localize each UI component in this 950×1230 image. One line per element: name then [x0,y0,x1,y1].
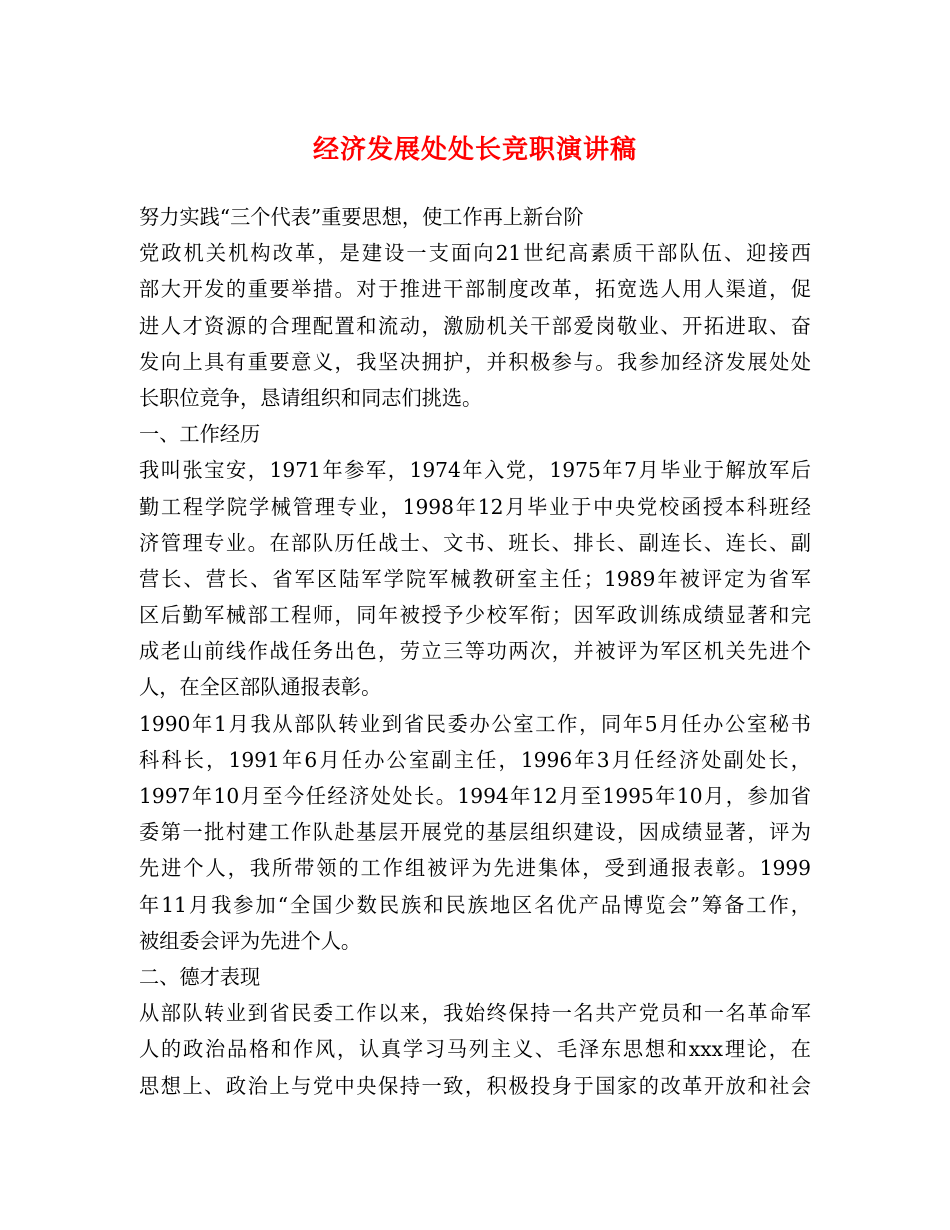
text-line: 长职位竞争，恳请组织和同志们挑选。 [139,385,483,410]
text-line: 先进个人，我所带领的工作组被评为先进集体，受到通报表彰。1999 [139,856,811,881]
text-line: 部大开发的重要举措。对于推进干部制度改革，拓宽选人用人渠道，促 [139,277,811,302]
text-line: 我叫张宝安，1971年参军，1974年入党，1975年7月毕业于解放军后 [139,458,811,483]
text-line: 被组委会评为先进个人。 [139,928,362,953]
text-line: 发向上具有重要意义，我坚决拥护，并积极参与。我参加经济发展处处 [139,349,811,374]
document-title: 经济发展处处长竞职演讲稿 [312,135,637,165]
text-line: 党政机关机构改革，是建设一支面向21世纪高素质干部队伍、迎接西 [139,241,811,266]
text-line: 努力实践“三个代表”重要思想，使工作再上新台阶 [139,205,584,229]
text-line: 委第一批村建工作队赴基层开展党的基层组织建设，因成绩显著，评为 [139,820,811,845]
text-line: 思想上、政治上与党中央保持一致，积极投身于国家的改革开放和社会 [139,1073,811,1098]
text-line: 1990年1月我从部队转业到省民委办公室工作，同年5月任办公室秘书 [139,711,811,736]
text-line: 从部队转业到省民委工作以来，我始终保持一名共产党员和一名革命军 [139,1001,811,1026]
text-line: 区后勤军械部工程师，同年被授予少校军衔；因军政训练成绩显著和完 [139,603,811,628]
text-line: 人，在全区部队通报表彰。 [139,675,382,700]
text-line: 成老山前线作战任务出色，劳立三等功两次，并被评为军区机关先进个 [139,639,811,664]
text-line: 二、德才表现 [139,964,261,989]
text-line: 进人才资源的合理配置和流动，激励机关干部爱岗敬业、开拓进取、奋 [139,313,811,338]
text-line: 一、工作经历 [139,422,261,447]
text-line: 济管理专业。在部队历任战士、文书、班长、排长、副连长、连长、副 [139,530,811,555]
text-line: 年11月我参加“全国少数民族和民族地区名优产品博览会”筹备工作， [139,892,811,917]
document-body [139,199,811,1104]
text-line: 勤工程学院学械管理专业，1998年12月毕业于中央党校函授本科班经 [139,494,811,519]
text-line: 1997年10月至今任经济处处长。1994年12月至1995年10月，参加省 [139,784,811,808]
text-line: 营长、营长、省军区陆军学院军械教研室主任；1989年被评定为省军 [139,566,811,591]
text-line: 人的政治品格和作风，认真学习马列主义、毛泽东思想和xxx理论，在 [139,1037,811,1062]
text-line: 科科长，1991年6月任办公室副主任，1996年3月任经济处副处长， [139,747,811,772]
